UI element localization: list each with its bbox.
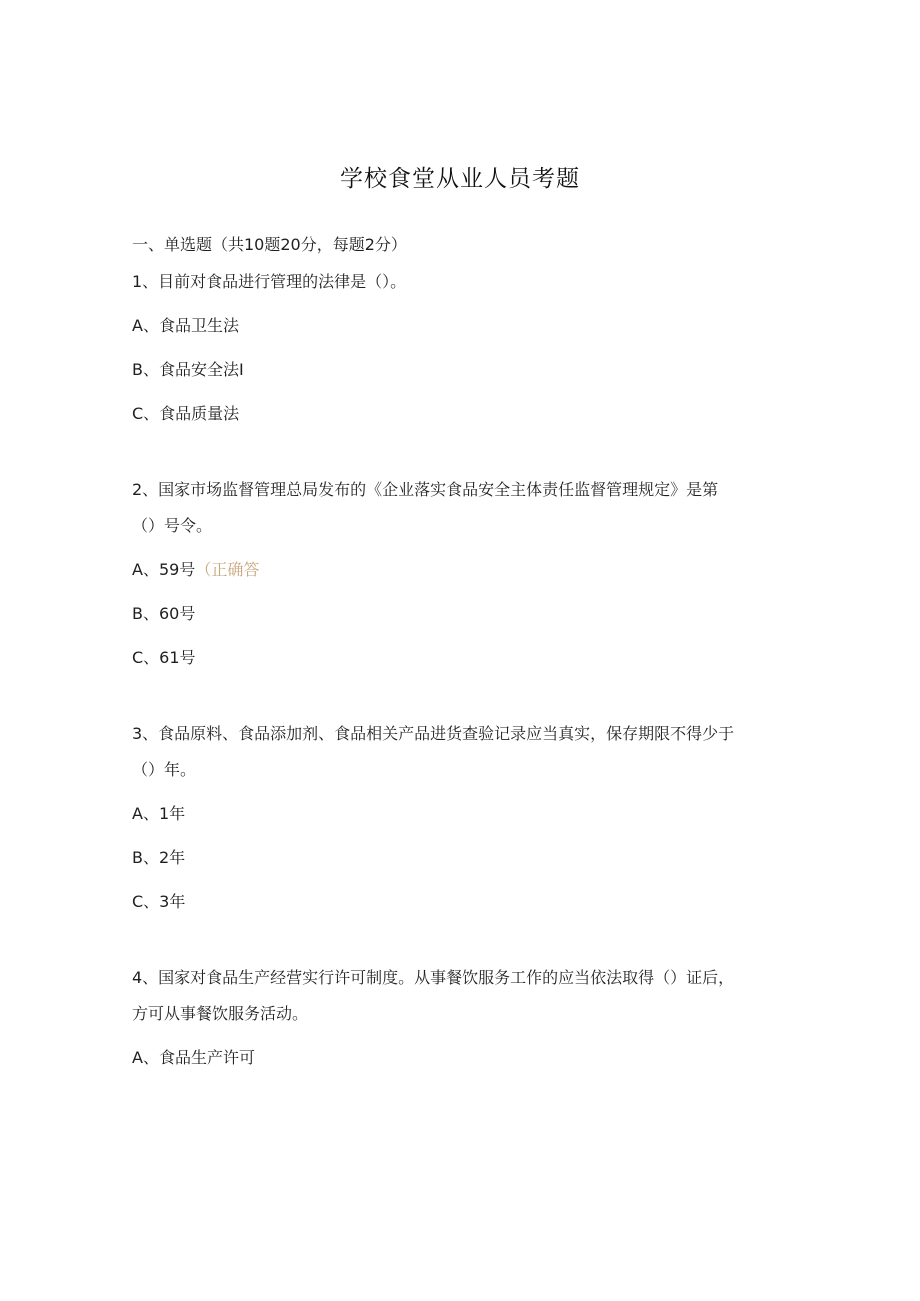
question-1-option-c: C、食品质量法 — [132, 404, 240, 423]
question-1-option-b: B、食品安全法I — [132, 360, 244, 379]
question-3-option-c: C、3年 — [132, 892, 186, 911]
question-2-option-c: C、61号 — [132, 648, 196, 667]
answer-marker: （正确答 — [195, 560, 260, 579]
question-3-option-b: B、2年 — [132, 848, 186, 867]
question-4-stem-line-1: 4、国家对食品生产经营实行许可制度。从事餐饮服务工作的应当依法取得（）证后， — [132, 968, 735, 987]
document-title: 学校食堂从业人员考题 — [340, 166, 580, 192]
question-2-stem-line-2: （）号令。 — [132, 516, 213, 535]
question-2-stem-line-1: 2、国家市场监督管理总局发布的《企业落实食品安全主体责任监督管理规定》是第 — [132, 480, 719, 499]
question-2-option-a-text: A、59号 — [132, 560, 196, 579]
question-3-stem-line-1: 3、食品原料、食品添加剂、食品相关产品进货查验记录应当真实，保存期限不得少于 — [132, 724, 735, 743]
question-4-stem-line-2: 方可从事餐饮服务活动。 — [132, 1004, 309, 1023]
question-2-option-b: B、60号 — [132, 604, 196, 623]
question-3-option-a: A、1年 — [132, 804, 186, 823]
question-1-stem: 1、目前对食品进行管理的法律是（）。 — [132, 272, 407, 291]
section-heading: 一、单选题（共10题20分，每题2分） — [132, 235, 407, 254]
question-2-option-a — [132, 558, 259, 582]
question-4-option-a: A、食品生产许可 — [132, 1048, 255, 1067]
question-3-stem-line-2: （）年。 — [132, 760, 197, 779]
question-1-option-a: A、食品卫生法 — [132, 316, 239, 335]
